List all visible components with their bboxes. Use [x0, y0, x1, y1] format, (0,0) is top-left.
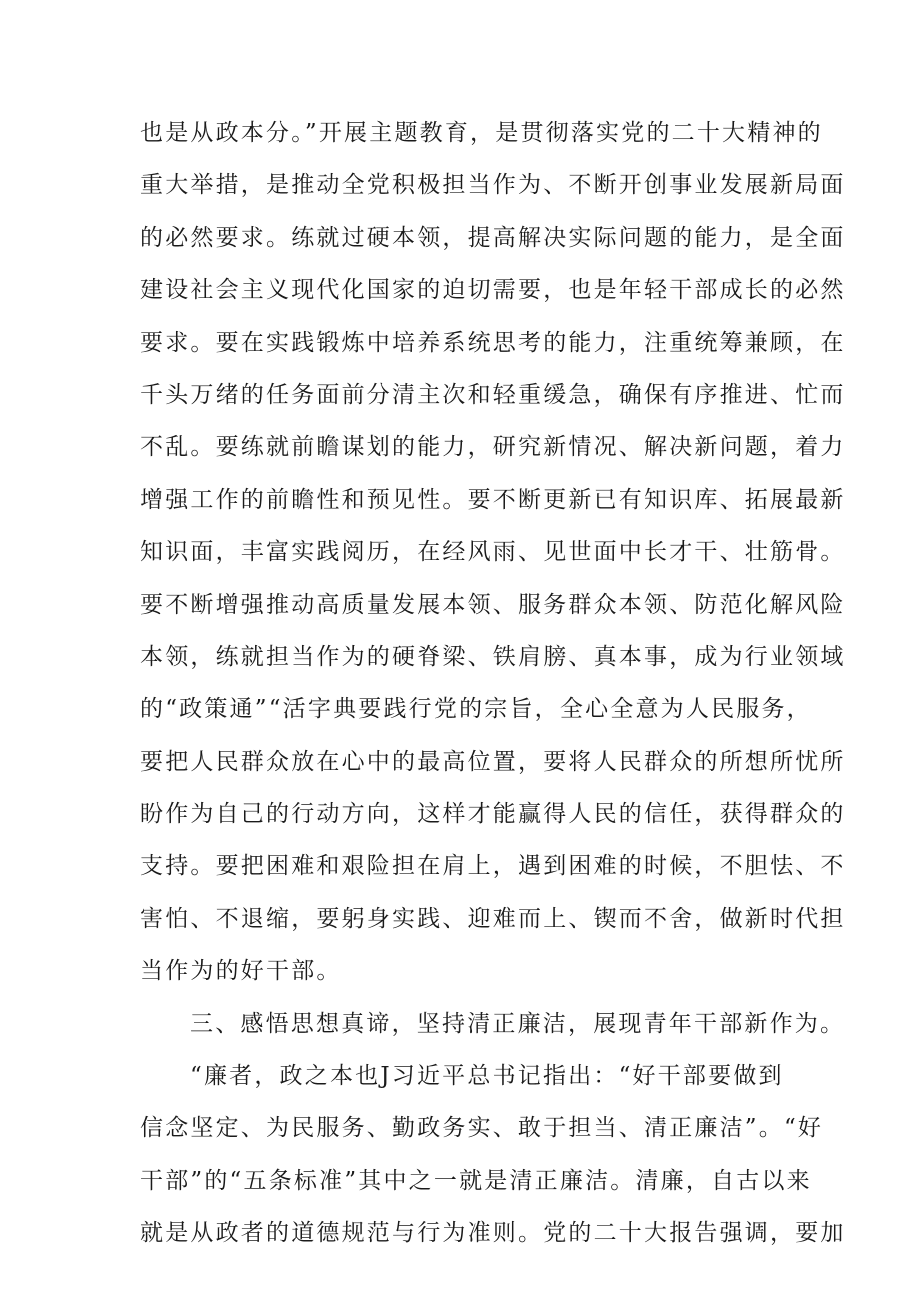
- text-line-11: 本领，练就担当作为的硬脊梁、铁肩膀、真本事，成为行业领域: [140, 643, 846, 670]
- text-line-15: 支持。要把困难和艰险担在肩上，遇到困难的时候，不胆怯、不: [140, 853, 846, 880]
- text-line-6: 千头万绪的任务面前分清主次和轻重缓急，确保有序推进、忙而: [140, 381, 846, 408]
- text-line-21: 干部”的“五条标准”其中之一就是清正廉洁。清廉，自古以来: [140, 1167, 812, 1194]
- text-line-14: 盼作为自己的行动方向，这样才能赢得人民的信任，获得群众的: [140, 801, 846, 828]
- text-line-16: 害怕、不退缩，要躬身实践、迎难而上、锲而不舍，做新时代担: [140, 905, 846, 932]
- text-line-10: 要不断增强推动高质量发展本领、服务群众本领、防范化解风险: [140, 591, 846, 618]
- text-line-17: 当作为的好干部。: [140, 958, 342, 985]
- text-line-19: “廉者，政之本也J习近平总书记指出：“好干部要做到: [190, 1063, 784, 1090]
- text-line-20: 信念坚定、为民服务、勤政务实、敢于担当、清正廉洁”。“好: [140, 1115, 824, 1142]
- section-heading: 三、感悟思想真谛，坚持清正廉洁，展现青年干部新作为。: [190, 1010, 846, 1037]
- text-line-4: 建设社会主义现代化国家的迫切需要，也是年轻干部成长的必然: [140, 277, 846, 304]
- text-line-8: 增强工作的前瞻性和预见性。要不断更新已有知识库、拓展最新: [140, 486, 846, 513]
- text-line-3: 的必然要求。练就过硬本领，提高解决实际问题的能力，是全面: [140, 224, 846, 251]
- text-line-5: 要求。要在实践锻炼中培养系统思考的能力，注重统筹兼顾，在: [140, 329, 846, 356]
- body-text: [140, 107, 846, 1260]
- text-line-2: 重大举措，是推动全党积极担当作为、不断开创事业发展新局面: [140, 172, 846, 199]
- text-line-13: 要把人民群众放在心中的最高位置，要将人民群众的所想所忧所: [140, 748, 846, 775]
- text-line-22: 就是从政者的道德规范与行为准则。党的二十大报告强调，要加: [140, 1220, 846, 1247]
- text-line-1: 也是从政本分。”开展主题教育，是贯彻落实党的二十大精神的: [140, 120, 823, 146]
- text-line-9: 知识面，丰富实践阅历，在经风雨、见世面中长才干、壮筋骨。: [140, 539, 846, 566]
- text-line-7: 不乱。要练就前瞻谋划的能力，研究新情况、解决新问题，着力: [140, 434, 846, 461]
- text-line-12: 的“政策通”“活字典要践行党的宗旨，全心全意为人民服务，: [140, 696, 812, 723]
